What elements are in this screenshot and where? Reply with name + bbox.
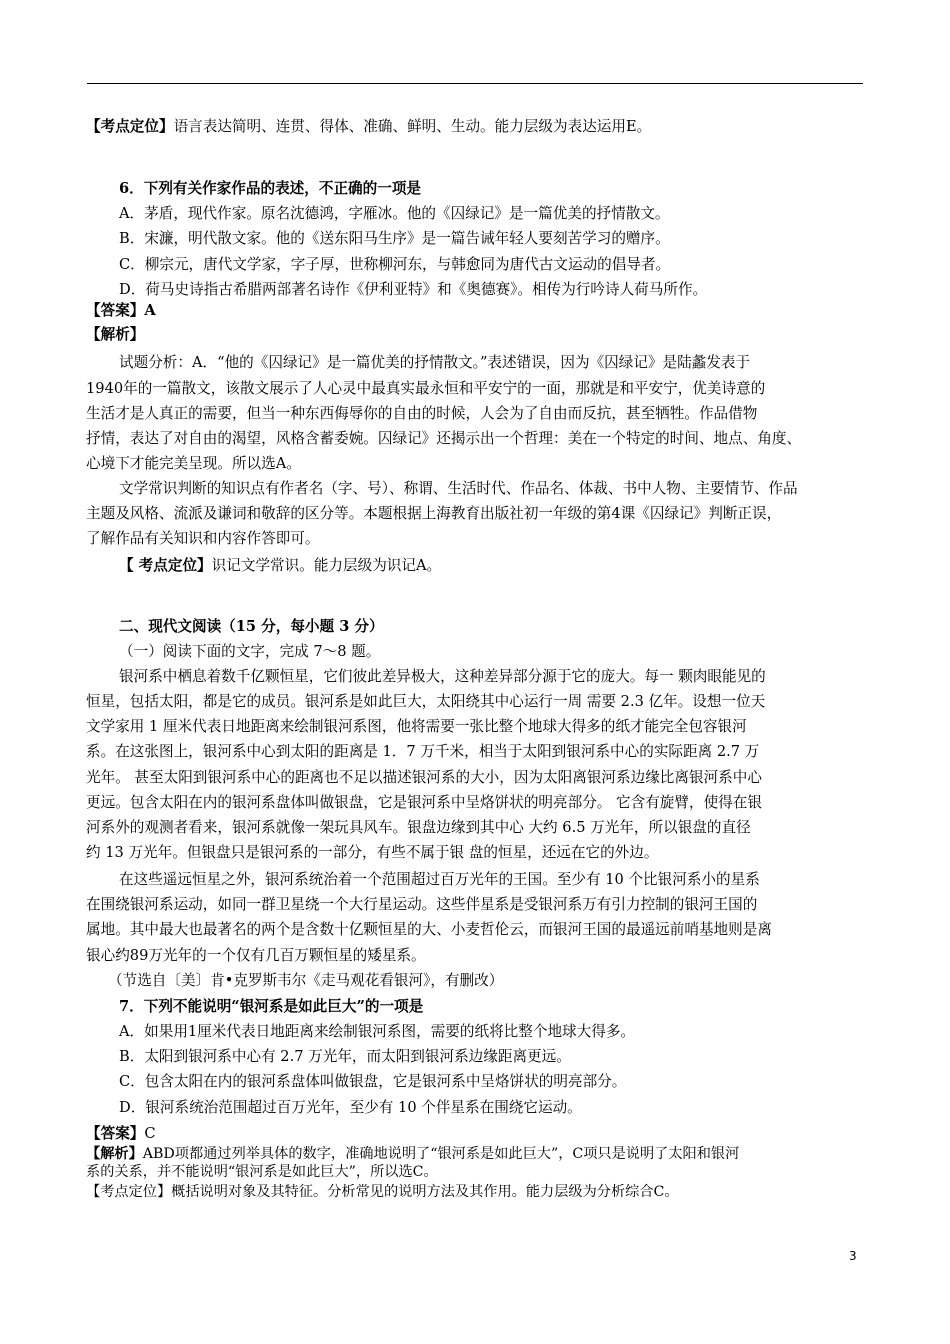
passage-line: 河系外的观测者看来，银河系就像一架玩具风车。银盘边缘到其中心 大约 6.5 万光年，所以银盘的直径 (86, 819, 751, 836)
exam-point-tag: 【考点定位】 (86, 1184, 172, 1200)
q6-option-a: A．茅盾，现代作家。原名沈德鸿，字雁冰。他的《囚绿记》是一篇优美的抒情散文。 (119, 205, 670, 222)
header-rule (87, 83, 863, 84)
passage-line: 银河系中栖息着数千亿颗恒星，它们彼此差异极大，这种差异部分源于它的庞大。每一 颗肉眼能见的 (119, 668, 766, 685)
analysis-tag: 【解析】 (86, 1146, 143, 1162)
q6-analysis-line: 心境下才能完美呈现。所以选A。 (86, 455, 301, 472)
q7-exam-point: 【考点定位】概括说明对象及其特征。分析常见的说明方法及其作用。能力层级为分析综合C。 (86, 1184, 679, 1200)
passage-source: （节选自〔美〕肯•克罗斯韦尔《走马观花看银河》，有删改） (108, 972, 504, 989)
passage-line: 更远。包含太阳在内的银河系盘体叫做银盘，它是银河系中呈烙饼状的明亮部分。 它含有旋臂，使得在银 (86, 794, 762, 811)
q7-option-c: C．包含太阳在内的银河系盘体叫做银盘，它是银河系中呈烙饼状的明亮部分。 (119, 1073, 627, 1090)
passage-line: 文学家用 1 厘米代表日地距离来绘制银河系图，他将需要一张比整个地球大得多的纸才能完全包容银河 (86, 718, 747, 735)
passage-line: 约 13 万光年。但银盘只是银河系的一部分，有些不属于银 盘的恒星，还远在它的外边。 (86, 844, 659, 861)
exam-point-tag: 【考点定位】 (86, 118, 174, 135)
exam-point-tag: 【 考点定位】 (119, 557, 212, 574)
q7-option-b: B．太阳到银河系中心有 2.7 万光年，而太阳到银河系边缘距离更远。 (119, 1048, 571, 1065)
passage-line: 属地。其中最大也最著名的两个是含数十亿颗恒星的大、小麦哲伦云，而银河王国的最遥远前哨基地则是离 (86, 921, 772, 938)
passage-line: 在这些遥远恒星之外，银河系统治着一个范围超过百万光年的王国。至少有 10 个比银河系小的星系 (119, 871, 760, 888)
q6-analysis-line: 1940年的一篇散文，该散文展示了人心灵中最真实最永恒和平安宁的一面，那就是和平安宁，优美诗意的 (86, 380, 766, 397)
q6-option-b: B．宋濂，明代散文家。他的《送东阳马生序》是一篇告诫年轻人要刻苦学习的赠序。 (119, 230, 670, 247)
passage-line: 系。在这张图上，银河系中心到太阳的距离是 1．7 万千米，相当于太阳到银河系中心的实际距离 2.7 万 (86, 743, 760, 760)
passage-line: 在围绕银河系运动，如同一群卫星绕一个大行星运动。这些伴星系是受银河系万有引力控制的银河王国的 (86, 896, 758, 913)
top-exam-point: 【考点定位】语言表达简明、连贯、得体、准确、鲜明、生动。能力层级为表达运用E。 (86, 118, 652, 135)
q7-option-a: A．如果用1厘米代表日地距离来绘制银河系图，需要的纸将比整个地球大得多。 (119, 1023, 636, 1040)
q6-option-c: C．柳宗元，唐代文学家，字子厚，世称柳河东，与韩愈同为唐代古文运动的倡导者。 (119, 256, 671, 273)
q6-stem: 6．下列有关作家作品的表述，不正确的一项是 (119, 180, 422, 197)
q6-analysis-line: 抒情，表达了对自由的渴望，风格含蓄委婉。囚绿记》还揭示出一个哲理：美在一个特定的时间、地点、角度、 (86, 430, 802, 447)
q6-exam-point: 【 考点定位】识记文学常识。能力层级为识记A。 (119, 557, 442, 574)
q7-analysis: 【解析】ABD项都通过列举具体的数字，准确地说明了“银河系是如此巨大”，C项只是说明了太阳和银河 (86, 1146, 740, 1162)
reading-instruction: （一）阅读下面的文字，完成 7～8 题。 (119, 643, 381, 660)
q7-answer: 【答案】C (86, 1125, 156, 1142)
passage-line: 恒星，包括太阳，都是它的成员。银河系是如此巨大，太阳绕其中心运行一周 需要 2.3 亿年。设想一位天 (86, 693, 766, 710)
q7-analysis-line: 系的关系，并不能说明“银河系是如此巨大”，所以选C。 (86, 1164, 438, 1180)
q6-analysis-line: 文学常识判断的知识点有作者名（字、号）、称谓、生活时代、作品名、体裁、书中人物、主要情节、作品 (119, 480, 798, 497)
q6-answer: 【答案】A (86, 302, 156, 319)
passage-line: 银心约89万光年的一个仅有几百万颗恒星的矮星系。 (86, 947, 426, 964)
passage-line: 光年。 甚至太阳到银河系中心的距离也不足以描述银河系的大小，因为太阳离银河系边缘比离银河系中心 (86, 769, 762, 786)
q6-option-d: D．荷马史诗指古希腊两部著名诗作《伊利亚特》和《奥德赛》。相传为行吟诗人荷马所作。 (119, 281, 708, 298)
q6-analysis-line: 了解作品有关知识和内容作答即可。 (86, 530, 320, 547)
q7-option-d: D．银河系统治范围超过百万光年，至少有 10 个伴星系在围绕它运动。 (119, 1099, 582, 1116)
q6-analysis-tag: 【解析】 (86, 326, 145, 343)
q6-analysis-line: 试题分析：A．“他的《囚绿记》是一篇优美的抒情散文。”表述错误，因为《囚绿记》是陆蠡发表于 (119, 354, 751, 371)
section-heading: 二、现代文阅读（15 分，每小题 3 分） (119, 618, 384, 635)
answer-tag: 【答案】 (86, 1125, 145, 1142)
q6-analysis-line: 生活才是人真正的需要，但当一种东西侮辱你的自由的时候，人会为了自由而反抗，甚至牺牲。作品借物 (86, 405, 758, 422)
q7-stem: 7．下列不能说明“银河系是如此巨大”的一项是 (119, 998, 424, 1015)
q6-analysis-line: 主题及风格、流派及谦词和敬辞的区分等。本题根据上海教育出版社初一年级的第4课《囚绿记》判断正误， (86, 505, 782, 522)
page-number: 3 (849, 1249, 857, 1263)
